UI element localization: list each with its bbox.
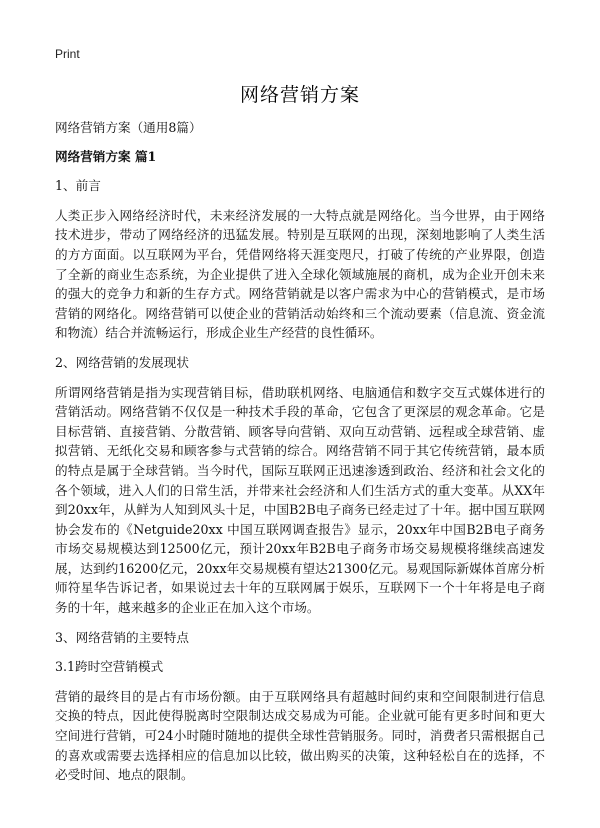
paragraph-intro: 人类正步入网络经济时代，未来经济发展的一大特点就是网络化。当今世界，由于网络技术进步，带动了网络经济的迅猛发展。特别是互联网的出现，深刻地影响了人类生活的方方面面。以互联网为平台，凭借网络将天涯变咫尺，打破了传统的产业界限，创造了全新的商业生态系统，为企业提供了进入全球化领域施展的商机，成为企业开创未来的强大的竞争力和新的生存方式。网络营销就是以客户需求为中心的营销模式，是市场营销的网络化。网络营销可以使企业的营销活动始终和三个流动要素（信息流、资金流和物流）结合并流畅运行，形成企业生产经营的良性循环。 bbox=[55, 207, 545, 341]
article-heading: 网络营销方案 篇1 bbox=[55, 148, 157, 164]
section-heading-status: 2、网络营销的发展现状 bbox=[55, 354, 189, 370]
paragraph-cross-time: 营销的最终目的是占有市场份额。由于互联网络具有超越时间约束和空间限制进行信息交换的特点，因此使得脱离时空限制达成交易成为可能。企业就可能有更多时间和更大空间进行营销，可24小时随时随地的提供全球性营销服务。同时，消费者只需根据自己的喜欢或需要去选择相应的信息加以比较，做出购买的决策，这种轻松自在的选择，不必受时间、地点的限制。 bbox=[55, 688, 545, 783]
section-heading-intro: 1、前言 bbox=[55, 178, 101, 194]
document-body bbox=[55, 118, 545, 795]
document-title: 网络营销方案 bbox=[239, 84, 360, 106]
print-label[interactable]: Print bbox=[55, 47, 80, 61]
document-subtitle: 网络营销方案（通用8篇） bbox=[55, 120, 202, 135]
section-heading-features: 3、网络营销的主要特点 bbox=[55, 629, 189, 645]
subsection-heading-cross-time: 3.1跨时空营销模式 bbox=[55, 659, 164, 675]
paragraph-status: 所谓网络营销是指为实现营销目标，借助联机网络、电脑通信和数字交互式媒体进行的营销活动。网络营销不仅仅是一种技术手段的革命，它包含了更深层的观念革命。它是目标营销、直接营销、分散营销、顾客导向营销、双向互动营销、远程或全球营销、虚拟营销、无纸化交易和顾客参与式营销的综合。网络营销不同于其它传统营销，最本质的特点是属于全球营销。当今时代，国际互联网正迅速渗透到政治、经济和社会文化的各个领域，进入人们的日常生活，并带来社会经济和人们生活方式的重大变革。从XX年到20xx年，从鲜为人知到风头十足，中国B2B电子商务已经走过了十年。据中国互联网协会发布的《Netguide20xx 中国互联网调查报告》显示，20xx年中国B2B电子商务市场交易规模达到12500亿元，预计20xx年B2B电子商务市场交易规模将继续高速发展，达到约16200亿元，20xx年交易规模有望达21300亿元。易观国际新媒体首席分析师符星华告诉记者，如果说过去十年的互联网属于娱乐，互联网下一个十年将是电子商务的十年，越来越多的企业正在加入这个市场。 bbox=[55, 384, 545, 616]
